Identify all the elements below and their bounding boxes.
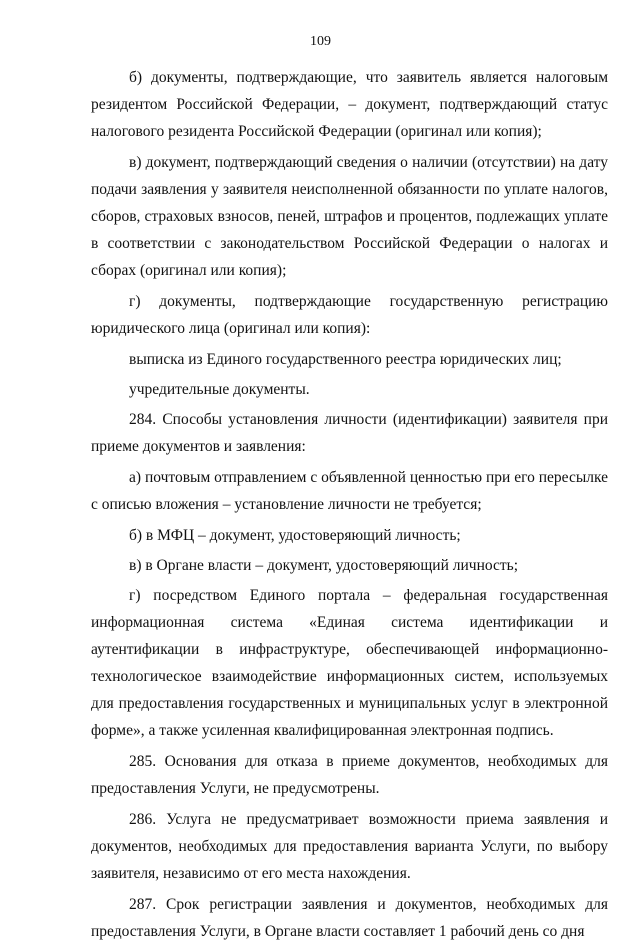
paragraph-284-identification: 284. Способы установления личности (идентификации) заявителя при приеме документов и заявления: bbox=[91, 411, 608, 455]
paragraph-284-a-mail: а) почтовым отправлением с объявленной ценностью при его пересылке с описью вложения – установление личности не требуется; bbox=[91, 469, 608, 513]
paragraph-284-g-portal: г) посредством Единого портала – федеральная государственная информационная система «Единая система идентификации и аутентификации в инфраструктуре, обеспечивающей информационно-технологическое взаимодействие информационных систем, используемых для предоставления государственных и муниципальных услуг в электронной форме», а также усиленная квалифицированная электронная подпись. bbox=[91, 587, 608, 739]
paragraph-287-registration-term: 287. Срок регистрации заявления и документов, необходимых для предоставления Услуги, в Органе власти составляет 1 рабочий день со дня bbox=[91, 896, 608, 940]
paragraph-284-b-mfc: б) в МФЦ – документ, удостоверяющий личность; bbox=[129, 527, 461, 544]
paragraph-285-refusal-grounds: 285. Основания для отказа в приеме документов, необходимых для предоставления Услуги, не предусмотрены. bbox=[91, 753, 608, 797]
paragraph-b-tax-residency: б) документы, подтверждающие, что заявитель является налоговым резидентом Российской Федерации, – документ, подтверждающий статус налогового резидента Российской Федерации (оригинал или копия); bbox=[91, 69, 608, 140]
paragraph-284-v-authority: в) в Органе власти – документ, удостоверяющий личность; bbox=[129, 557, 519, 574]
paragraph-g-registration-docs: г) документы, подтверждающие государственную регистрацию юридического лица (оригинал или копия): bbox=[91, 293, 608, 337]
list-item-founding-docs: учредительные документы. bbox=[129, 381, 310, 398]
list-item-egrul-extract: выписка из Единого государственного реестра юридических лиц; bbox=[129, 351, 562, 368]
paragraph-286-extraterritorial: 286. Услуга не предусматривает возможности приема заявления и документов, необходимых для предоставления варианта Услуги, по выбору заявителя, независимо от его места нахождения. bbox=[91, 811, 608, 882]
paragraph-v-tax-obligations: в) документ, подтверждающий сведения о наличии (отсутствии) на дату подачи заявления у заявителя неисполненной обязанности по уплате налогов, сборов, страховых взносов, пеней, штрафов и процентов, подлежащих уплате в соответствии с законодательством Российской Федерации о налогах и сборах (оригинал или копия); bbox=[91, 154, 608, 279]
page-number: 109 bbox=[310, 34, 331, 49]
